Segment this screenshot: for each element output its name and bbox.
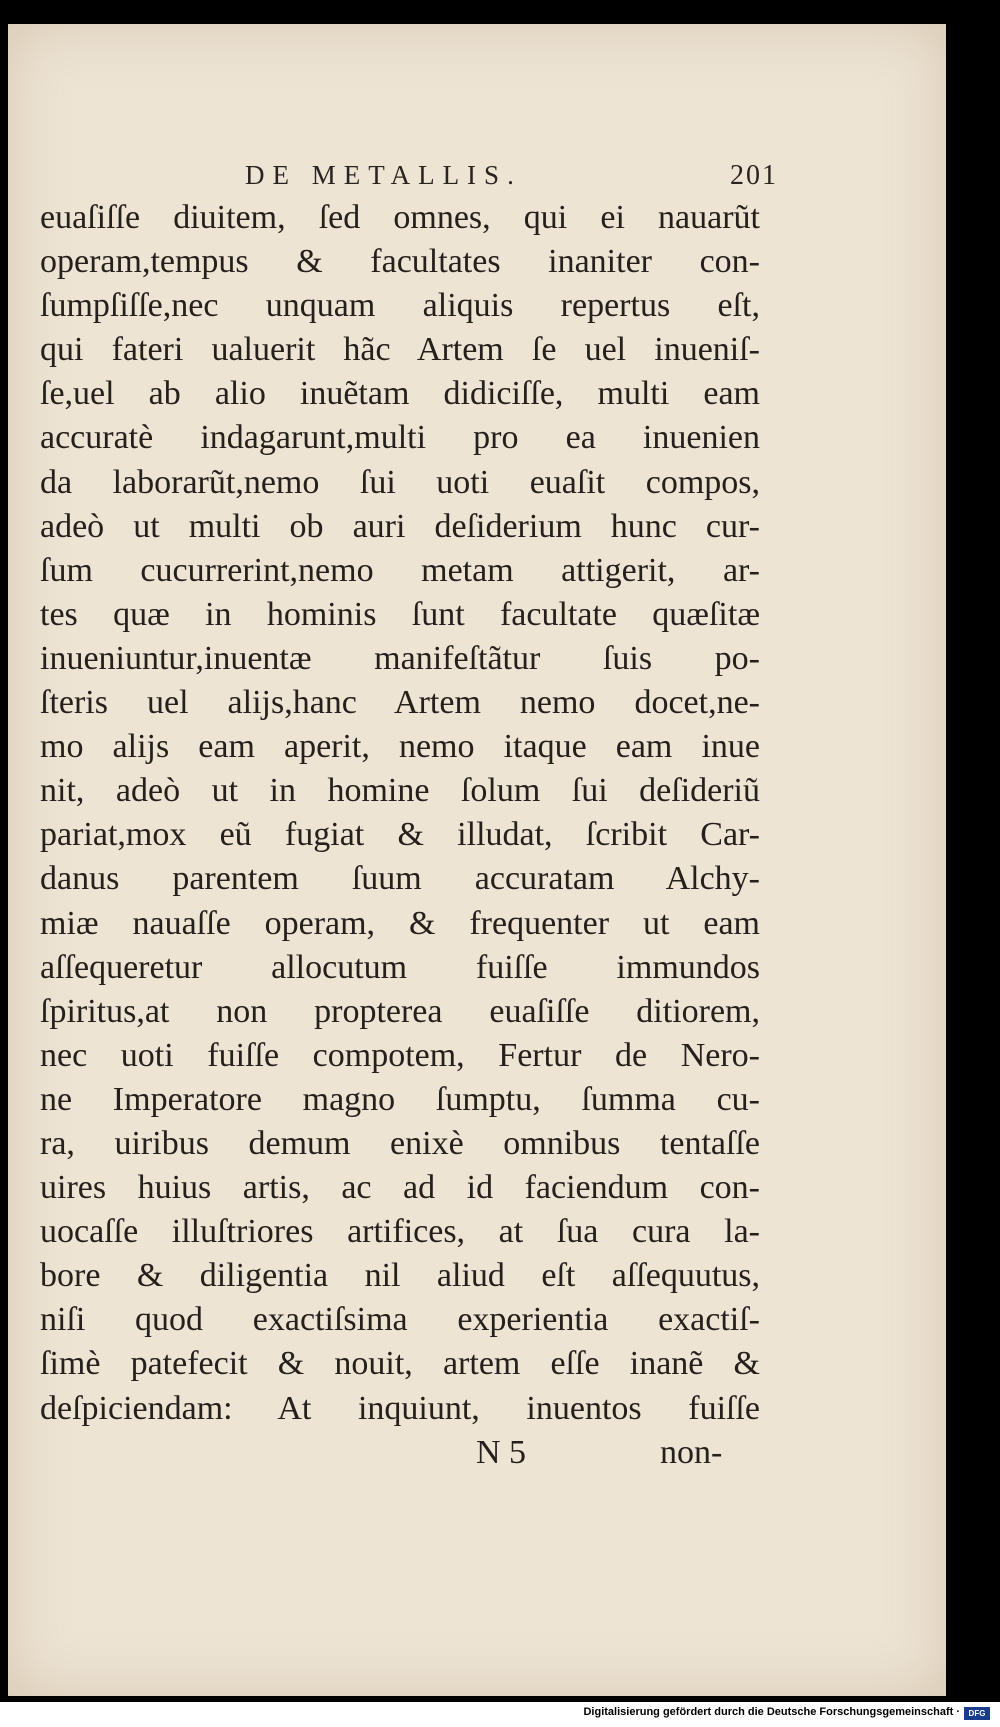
text-line: nec uoti fuiſſe compotem, Fertur de Nero- [40, 1036, 760, 1074]
text-line: deſpiciendam: At inquiunt, inuentos fuiſſe [40, 1389, 760, 1427]
text-line: ſpiritus,at non propterea euaſiſſe ditiorem, [40, 992, 760, 1030]
text-line: ſteris uel alijs,hanc Artem nemo docet,ne- [40, 684, 760, 722]
text-line: ne Imperatore magno ſumptu, ſumma cu- [40, 1080, 760, 1118]
text-line: ſimè patefecit & nouit, artem eſſe inanẽ & [40, 1345, 760, 1383]
book-page [8, 24, 946, 1696]
text-line: uires huius artis, ac ad id faciendum con- [40, 1169, 760, 1207]
text-line: accuratè indagarunt,multi pro ea inuenien [40, 419, 760, 457]
text-line: tes quæ in hominis ſunt facultate quæſitæ [40, 595, 760, 633]
text-line: operam,tempus & facultates inaniter con- [40, 243, 760, 281]
catchword: non- [660, 1434, 723, 1471]
text-line: ſe,uel ab alio inuẽtam didiciſſe, multi eam [40, 375, 760, 413]
page-number: 201 [730, 160, 778, 191]
text-line: euaſiſſe diuitem, ſed omnes, qui ei nauarũt [40, 199, 760, 236]
dfg-logo-icon: DFG [964, 1707, 990, 1720]
text-line: ſumpſiſſe,nec unquam aliquis repertus eſt, [40, 287, 760, 325]
text-line: pariat,mox eũ fugiat & illudat, ſcribit Car- [40, 816, 760, 854]
text-line: miæ nauaſſe operam, & frequenter ut eam [40, 904, 760, 942]
text-line: qui fateri ualuerit hãc Artem ſe uel inueniſ- [40, 331, 760, 369]
text-line: ra, uiribus demum enixè omnibus tentaſſe [40, 1124, 760, 1162]
text-line: nit, adeò ut in homine ſolum ſui deſideriũ [40, 772, 760, 810]
text-line: inueniuntur,inuentæ manifeſtãtur ſuis po- [40, 639, 760, 677]
text-line: niſi quod exactiſsima experientia exactiſ- [40, 1301, 760, 1339]
running-head: DE METALLIS. [245, 160, 522, 190]
text-line: ſum cucurrerint,nemo metam attigerit, ar- [40, 551, 760, 589]
text-line: adeò ut multi ob auri deſiderium hunc cur- [40, 507, 760, 545]
signature-mark: N 5 [476, 1434, 527, 1471]
text-line: da laborarũt,nemo ſui uoti euaſit compos, [40, 463, 760, 501]
text-line: danus parentem ſuum accuratam Alchy- [40, 860, 760, 898]
text-line: aſſequeretur allocutum fuiſſe immundos [40, 948, 760, 986]
body-text [40, 196, 760, 1431]
text-line: uocaſſe illuſtriores artifices, at ſua cura la- [40, 1213, 760, 1251]
text-line: bore & diligentia nil aliud eſt aſſequutus, [40, 1257, 760, 1295]
digitization-credit: Digitalisierung gefördert durch die Deutsche Forschungsgemeinschaft · [583, 1706, 960, 1718]
text-line: mo alijs eam aperit, nemo itaque eam inue [40, 728, 760, 766]
